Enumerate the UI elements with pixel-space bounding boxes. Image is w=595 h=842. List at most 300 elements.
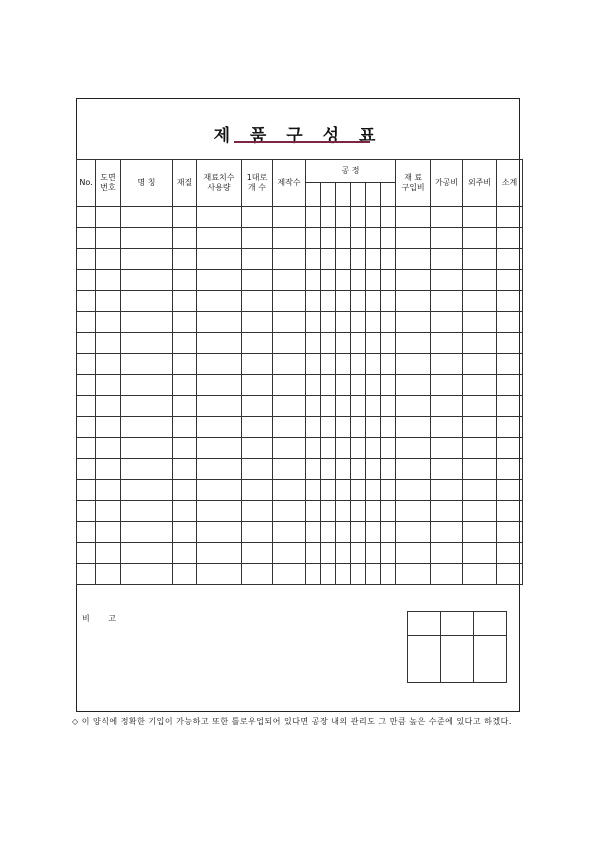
table-cell [366, 291, 381, 312]
table-cell [381, 459, 396, 480]
table-cell [336, 417, 351, 438]
table-cell [96, 417, 121, 438]
table-cell [173, 501, 197, 522]
product-composition-table [76, 159, 523, 585]
table-cell [242, 354, 273, 375]
table-cell [96, 480, 121, 501]
table-cell [351, 564, 366, 585]
table-cell [321, 480, 336, 501]
table-cell [396, 522, 431, 543]
table-cell [121, 438, 173, 459]
table-cell [336, 291, 351, 312]
table-cell [273, 501, 306, 522]
header-material: 재질 [173, 160, 197, 207]
header-process: 공 정 [306, 160, 396, 183]
table-cell [463, 312, 497, 333]
table-cell [197, 417, 242, 438]
approval-sign-cell [408, 636, 441, 683]
table-cell [121, 333, 173, 354]
table-cell [497, 270, 523, 291]
table-row [77, 417, 523, 438]
table-cell [197, 333, 242, 354]
table-cell [77, 228, 96, 249]
table-cell [336, 354, 351, 375]
table-cell [306, 207, 321, 228]
table-cell [351, 417, 366, 438]
table-cell [351, 312, 366, 333]
table-cell [197, 207, 242, 228]
table-cell [96, 459, 121, 480]
table-cell [197, 564, 242, 585]
table-cell [173, 312, 197, 333]
header-no: No. [77, 160, 96, 207]
table-row [77, 501, 523, 522]
table-cell [197, 480, 242, 501]
table-cell [463, 354, 497, 375]
table-cell [336, 438, 351, 459]
table-cell [336, 375, 351, 396]
table-cell [321, 375, 336, 396]
table-cell [336, 228, 351, 249]
table-cell [273, 249, 306, 270]
table-cell [121, 228, 173, 249]
table-cell [242, 396, 273, 417]
table-cell [273, 207, 306, 228]
table-cell [431, 249, 463, 270]
table-cell [366, 480, 381, 501]
table-cell [242, 459, 273, 480]
table-cell [173, 333, 197, 354]
remarks-label: 비 고 [82, 614, 124, 623]
table-row [77, 438, 523, 459]
table-cell [306, 564, 321, 585]
table-cell [121, 396, 173, 417]
process-subcolumn [321, 183, 336, 207]
table-cell [463, 501, 497, 522]
table-cell [173, 354, 197, 375]
table-cell [121, 459, 173, 480]
table-cell [431, 375, 463, 396]
table-cell [242, 375, 273, 396]
table-row [77, 291, 523, 312]
table-cell [396, 543, 431, 564]
table-cell [351, 333, 366, 354]
table-cell [121, 480, 173, 501]
table-cell [96, 249, 121, 270]
table-cell [321, 228, 336, 249]
header-name: 명 칭 [121, 160, 173, 207]
table-cell [121, 354, 173, 375]
table-cell [351, 438, 366, 459]
table-cell [173, 228, 197, 249]
table-cell [173, 270, 197, 291]
table-cell [321, 207, 336, 228]
table-cell [463, 438, 497, 459]
table-cell [497, 312, 523, 333]
table-cell [366, 396, 381, 417]
table-cell [431, 396, 463, 417]
table-cell [197, 228, 242, 249]
table-cell [321, 564, 336, 585]
table-row [77, 459, 523, 480]
table-cell [273, 564, 306, 585]
table-cell [321, 312, 336, 333]
table-cell [336, 270, 351, 291]
table-row [77, 270, 523, 291]
table-cell [381, 396, 396, 417]
table-cell [273, 480, 306, 501]
header-processing-cost: 가공비 [431, 160, 463, 207]
table-cell [121, 249, 173, 270]
table-cell [121, 270, 173, 291]
table-cell [366, 501, 381, 522]
form-title: 제 품 구 성 표 [213, 126, 383, 146]
table-cell [396, 354, 431, 375]
table-cell [77, 522, 96, 543]
header-drawing-no: 도면 번호 [96, 160, 121, 207]
table-cell [431, 459, 463, 480]
table-cell [306, 522, 321, 543]
table-row [77, 543, 523, 564]
table-cell [273, 438, 306, 459]
table-cell [396, 375, 431, 396]
table-cell [463, 291, 497, 312]
table-cell [366, 354, 381, 375]
table-cell [366, 459, 381, 480]
table-cell [351, 480, 366, 501]
table-cell [366, 417, 381, 438]
table-cell [321, 543, 336, 564]
table-cell [77, 501, 96, 522]
table-row [77, 249, 523, 270]
table-cell [242, 564, 273, 585]
title-underline [234, 141, 370, 143]
table-cell [321, 333, 336, 354]
table-cell [197, 354, 242, 375]
table-cell [463, 480, 497, 501]
table-cell [121, 312, 173, 333]
table-cell [121, 501, 173, 522]
table-cell [77, 480, 96, 501]
table-cell [273, 312, 306, 333]
table-cell [173, 375, 197, 396]
table-cell [173, 249, 197, 270]
table-row [77, 375, 523, 396]
table-cell [351, 291, 366, 312]
table-cell [431, 543, 463, 564]
table-cell [306, 438, 321, 459]
table-cell [273, 228, 306, 249]
table-cell [77, 333, 96, 354]
approval-title-cell [474, 612, 507, 636]
table-cell [321, 270, 336, 291]
table-cell [497, 522, 523, 543]
table-cell [497, 333, 523, 354]
table-cell [396, 501, 431, 522]
table-cell [396, 396, 431, 417]
table-cell [381, 375, 396, 396]
table-cell [431, 354, 463, 375]
table-cell [336, 543, 351, 564]
table-cell [381, 333, 396, 354]
table-cell [366, 270, 381, 291]
table-cell [77, 270, 96, 291]
table-cell [173, 417, 197, 438]
table-cell [497, 249, 523, 270]
process-subcolumn [381, 183, 396, 207]
table-cell [77, 354, 96, 375]
table-cell [381, 249, 396, 270]
table-cell [306, 354, 321, 375]
table-cell [463, 249, 497, 270]
table-cell [351, 249, 366, 270]
table-cell [321, 291, 336, 312]
table-cell [96, 354, 121, 375]
table-cell [431, 228, 463, 249]
table-cell [77, 543, 96, 564]
table-cell [77, 396, 96, 417]
table-cell [497, 291, 523, 312]
table-cell [173, 459, 197, 480]
table-cell [463, 207, 497, 228]
table-cell [242, 333, 273, 354]
approval-title-cell [408, 612, 441, 636]
table-cell [396, 249, 431, 270]
table-cell [366, 522, 381, 543]
table-cell [306, 459, 321, 480]
table-cell [273, 522, 306, 543]
table-cell [463, 459, 497, 480]
table-cell [306, 543, 321, 564]
table-cell [173, 522, 197, 543]
table-cell [497, 228, 523, 249]
table-cell [497, 207, 523, 228]
table-cell [197, 291, 242, 312]
table-cell [463, 228, 497, 249]
table-cell [497, 459, 523, 480]
table-cell [242, 501, 273, 522]
table-cell [96, 375, 121, 396]
header-outsourcing-cost: 외주비 [463, 160, 497, 207]
table-cell [242, 417, 273, 438]
table-cell [431, 312, 463, 333]
table-cell [351, 228, 366, 249]
table-cell [321, 501, 336, 522]
table-cell [396, 480, 431, 501]
approval-title-cell [441, 612, 474, 636]
table-cell [306, 417, 321, 438]
table-cell [351, 354, 366, 375]
table-cell [96, 291, 121, 312]
table-cell [321, 438, 336, 459]
table-cell [351, 396, 366, 417]
table-row [77, 522, 523, 543]
table-cell [497, 438, 523, 459]
table-row [77, 207, 523, 228]
table-cell [497, 480, 523, 501]
table-cell [273, 543, 306, 564]
table-cell [273, 333, 306, 354]
table-cell [463, 333, 497, 354]
table-cell [351, 270, 366, 291]
table-cell [381, 354, 396, 375]
table-cell [173, 438, 197, 459]
table-cell [321, 417, 336, 438]
table-cell [273, 291, 306, 312]
table-cell [121, 291, 173, 312]
table-cell [77, 312, 96, 333]
table-row [77, 480, 523, 501]
table-row [77, 354, 523, 375]
table-row [77, 333, 523, 354]
table-cell [306, 228, 321, 249]
table-cell [396, 564, 431, 585]
table-cell [273, 459, 306, 480]
table-row [77, 396, 523, 417]
table-cell [366, 564, 381, 585]
table-cell [431, 333, 463, 354]
table-cell [197, 375, 242, 396]
table-cell [197, 501, 242, 522]
table-cell [336, 312, 351, 333]
table-cell [366, 375, 381, 396]
header-per-unit-qty: 1대로 개 수 [242, 160, 273, 207]
table-cell [96, 228, 121, 249]
table-cell [306, 480, 321, 501]
table-cell [336, 480, 351, 501]
table-cell [242, 543, 273, 564]
table-cell [351, 459, 366, 480]
table-cell [497, 396, 523, 417]
table-cell [306, 333, 321, 354]
table-cell [351, 522, 366, 543]
table-cell [197, 543, 242, 564]
table-cell [321, 459, 336, 480]
table-cell [381, 564, 396, 585]
table-cell [497, 354, 523, 375]
table-cell [396, 312, 431, 333]
table-cell [463, 417, 497, 438]
table-cell [242, 249, 273, 270]
table-cell [273, 354, 306, 375]
table-cell [396, 333, 431, 354]
table-cell [96, 396, 121, 417]
table-cell [121, 522, 173, 543]
approval-sign-cell [441, 636, 474, 683]
table-cell [197, 522, 242, 543]
table-cell [381, 270, 396, 291]
table-cell [431, 291, 463, 312]
table-cell [273, 375, 306, 396]
table-cell [96, 207, 121, 228]
table-cell [77, 438, 96, 459]
table-cell [336, 522, 351, 543]
table-cell [121, 417, 173, 438]
table-cell [381, 501, 396, 522]
table-cell [497, 564, 523, 585]
table-cell [173, 291, 197, 312]
table-cell [197, 459, 242, 480]
table-cell [273, 270, 306, 291]
table-cell [497, 417, 523, 438]
table-cell [96, 543, 121, 564]
table-cell [321, 354, 336, 375]
process-subcolumn [366, 183, 381, 207]
table-cell [273, 417, 306, 438]
table-cell [197, 396, 242, 417]
table-row [77, 564, 523, 585]
table-cell [96, 312, 121, 333]
table-cell [381, 228, 396, 249]
process-subcolumn [306, 183, 321, 207]
table-cell [173, 543, 197, 564]
header-material-dimensions: 재료치수 사용량 [197, 160, 242, 207]
table-cell [121, 543, 173, 564]
table-cell [463, 375, 497, 396]
table-cell [497, 375, 523, 396]
table-cell [381, 480, 396, 501]
table-cell [396, 291, 431, 312]
table-cell [173, 396, 197, 417]
table-cell [366, 312, 381, 333]
table-cell [396, 417, 431, 438]
table-cell [351, 207, 366, 228]
table-cell [173, 480, 197, 501]
table-cell [381, 291, 396, 312]
table-cell [242, 291, 273, 312]
table-cell [321, 522, 336, 543]
table-cell [242, 228, 273, 249]
table-cell [431, 480, 463, 501]
table-cell [351, 543, 366, 564]
table-cell [463, 270, 497, 291]
table-cell [242, 207, 273, 228]
approval-sign-cell [474, 636, 507, 683]
table-cell [173, 564, 197, 585]
table-cell [306, 375, 321, 396]
table-cell [77, 291, 96, 312]
table-cell [381, 207, 396, 228]
table-cell [306, 396, 321, 417]
table-cell [96, 501, 121, 522]
table-cell [306, 501, 321, 522]
table-cell [173, 207, 197, 228]
table-cell [197, 270, 242, 291]
table-cell [321, 396, 336, 417]
table-cell [351, 501, 366, 522]
table-row [77, 312, 523, 333]
table-cell [431, 438, 463, 459]
process-subcolumn [351, 183, 366, 207]
table-cell [121, 564, 173, 585]
table-cell [431, 417, 463, 438]
table-cell [306, 249, 321, 270]
table-cell [381, 543, 396, 564]
table-cell [197, 312, 242, 333]
table-cell [381, 417, 396, 438]
header-subtotal: 소계 [497, 160, 523, 207]
table-cell [396, 207, 431, 228]
table-cell [273, 396, 306, 417]
table-cell [366, 249, 381, 270]
table-cell [463, 522, 497, 543]
approval-box [407, 611, 507, 683]
table-cell [77, 459, 96, 480]
table-cell [77, 249, 96, 270]
table-cell [431, 522, 463, 543]
table-cell [336, 249, 351, 270]
process-subcolumn [336, 183, 351, 207]
